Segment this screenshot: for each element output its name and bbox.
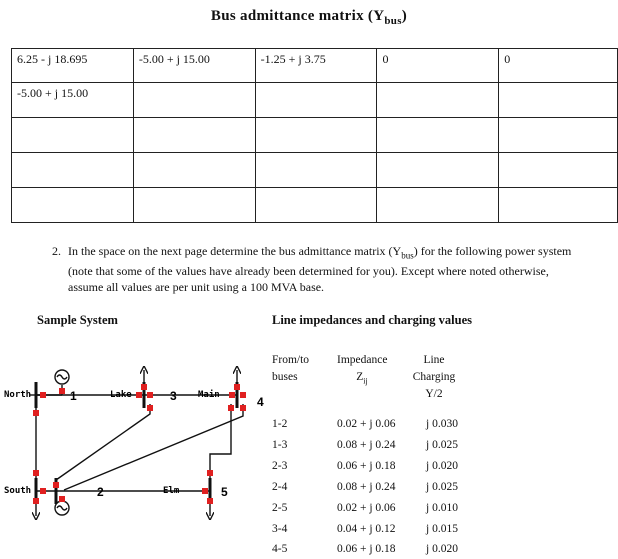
breaker-icon	[207, 470, 213, 476]
row-charging: j 0.020	[426, 460, 458, 472]
row-charging: j 0.020	[426, 543, 458, 555]
bus-name-main: Main	[198, 390, 220, 400]
row-impedance: 0.02 + j 0.06	[337, 418, 396, 430]
table-row	[12, 118, 618, 153]
matrix-cell[interactable]	[499, 83, 618, 118]
row-charging: j 0.030	[426, 418, 458, 430]
bus-number-main: 4	[257, 395, 264, 409]
matrix-cell[interactable]: -5.00 + j 15.00	[12, 83, 134, 118]
row-buses: 4-5	[272, 543, 288, 555]
bus-name-south: South	[4, 486, 32, 496]
breaker-icon	[33, 470, 39, 476]
question-paragraph	[52, 243, 572, 295]
generator-south-wave	[57, 506, 67, 510]
bus-number-lake: 3	[170, 389, 177, 403]
row-charging: j 0.025	[426, 481, 458, 493]
matrix-cell[interactable]	[12, 153, 134, 188]
matrix-cell[interactable]	[133, 153, 255, 188]
power-system-diagram	[0, 350, 270, 530]
matrix-cell[interactable]	[377, 188, 499, 223]
breaker-icon	[228, 405, 234, 411]
row-buses: 2-5	[272, 502, 288, 514]
matrix-cell[interactable]	[499, 153, 618, 188]
bus-number-north: 1	[70, 389, 77, 403]
row-impedance: 0.08 + j 0.24	[337, 439, 396, 451]
row-buses: 1-3	[272, 439, 288, 451]
matrix-cell[interactable]: 0	[499, 49, 618, 83]
breaker-icon	[40, 488, 46, 494]
matrix-cell[interactable]	[255, 83, 377, 118]
matrix-cell[interactable]	[133, 83, 255, 118]
matrix-cell[interactable]	[377, 118, 499, 153]
question-number: 2.	[52, 244, 61, 258]
table-row	[12, 83, 618, 118]
line-2-3	[56, 404, 150, 480]
matrix-cell[interactable]	[133, 118, 255, 153]
breaker-icon	[147, 405, 153, 411]
breaker-icon	[59, 388, 65, 394]
row-charging: j 0.015	[426, 523, 458, 535]
row-buses: 1-2	[272, 418, 288, 430]
breaker-icon	[240, 405, 246, 411]
breaker-icon	[234, 384, 240, 390]
col-header-buses: From/to buses	[272, 354, 310, 383]
col-header-charging: Line Charging Y/2	[412, 354, 456, 400]
row-impedance: 0.04 + j 0.12	[337, 523, 396, 535]
page-title: Bus admittance matrix $(Y_{bus})$	[210, 8, 408, 27]
breaker-group	[33, 384, 246, 504]
row-impedance: 0.02 + j 0.06	[337, 502, 396, 514]
matrix-cell[interactable]	[377, 83, 499, 118]
question-text: In the space on the next page determine the bus admittance matrix $(Y_{bus})$ for the following power system (note that some of the values have already been determined for you). Except where noted otherwise, assume all values are per unit using a 100 MVA base.	[68, 244, 572, 295]
matrix-cell[interactable]	[12, 118, 134, 153]
breaker-icon	[53, 482, 59, 488]
matrix-cell[interactable]	[499, 118, 618, 153]
bus-name-lake: Lake	[110, 390, 132, 400]
row-charging: j 0.025	[426, 439, 458, 451]
bus-name-elm: Elm	[163, 486, 180, 496]
matrix-cell[interactable]	[255, 118, 377, 153]
matrix-cell[interactable]	[499, 188, 618, 223]
row-impedance: 0.06 + j 0.18	[337, 543, 396, 555]
matrix-cell[interactable]: -5.00 + j 15.00	[133, 49, 255, 83]
breaker-icon	[202, 488, 208, 494]
row-impedance: 0.06 + j 0.18	[337, 460, 396, 472]
breaker-icon	[147, 392, 153, 398]
matrix-cell[interactable]	[12, 188, 134, 223]
generator-north-wave	[57, 375, 67, 379]
line-2-4	[64, 404, 243, 490]
breaker-icon	[33, 410, 39, 416]
matrix-cell[interactable]: 0	[377, 49, 499, 83]
breaker-icon	[33, 498, 39, 504]
sample-system-heading: Sample System	[37, 313, 118, 327]
matrix-cell[interactable]	[133, 188, 255, 223]
breaker-icon	[136, 392, 142, 398]
row-buses: 3-4	[272, 523, 288, 535]
bus-number-south: 2	[97, 485, 104, 499]
breaker-icon	[40, 392, 46, 398]
breaker-icon	[141, 384, 147, 390]
table-row	[12, 153, 618, 188]
matrix-cell[interactable]: 6.25 - j 18.695	[12, 49, 134, 83]
breaker-icon	[207, 498, 213, 504]
row-charging: j 0.010	[426, 502, 458, 514]
matrix-cell[interactable]	[377, 153, 499, 188]
matrix-cell[interactable]: -1.25 + j 3.75	[255, 49, 377, 83]
breaker-icon	[59, 496, 65, 502]
breaker-icon	[240, 392, 246, 398]
row-buses: 2-3	[272, 460, 288, 472]
row-impedance: 0.08 + j 0.24	[337, 481, 396, 493]
table-row	[12, 188, 618, 223]
bus-number-elm: 5	[221, 485, 228, 499]
ybus-matrix-table	[11, 48, 618, 223]
line-table-heading: Line impedances and charging values	[272, 313, 473, 327]
matrix-cell[interactable]	[255, 188, 377, 223]
table-row	[12, 49, 618, 83]
matrix-cell[interactable]	[255, 153, 377, 188]
line-4-5	[210, 404, 231, 478]
row-buses: 2-4	[272, 481, 288, 493]
breaker-icon	[229, 392, 235, 398]
col-header-impedance: Impedance $Z_{ij}$	[337, 354, 388, 386]
bus-name-north: North	[4, 390, 32, 400]
